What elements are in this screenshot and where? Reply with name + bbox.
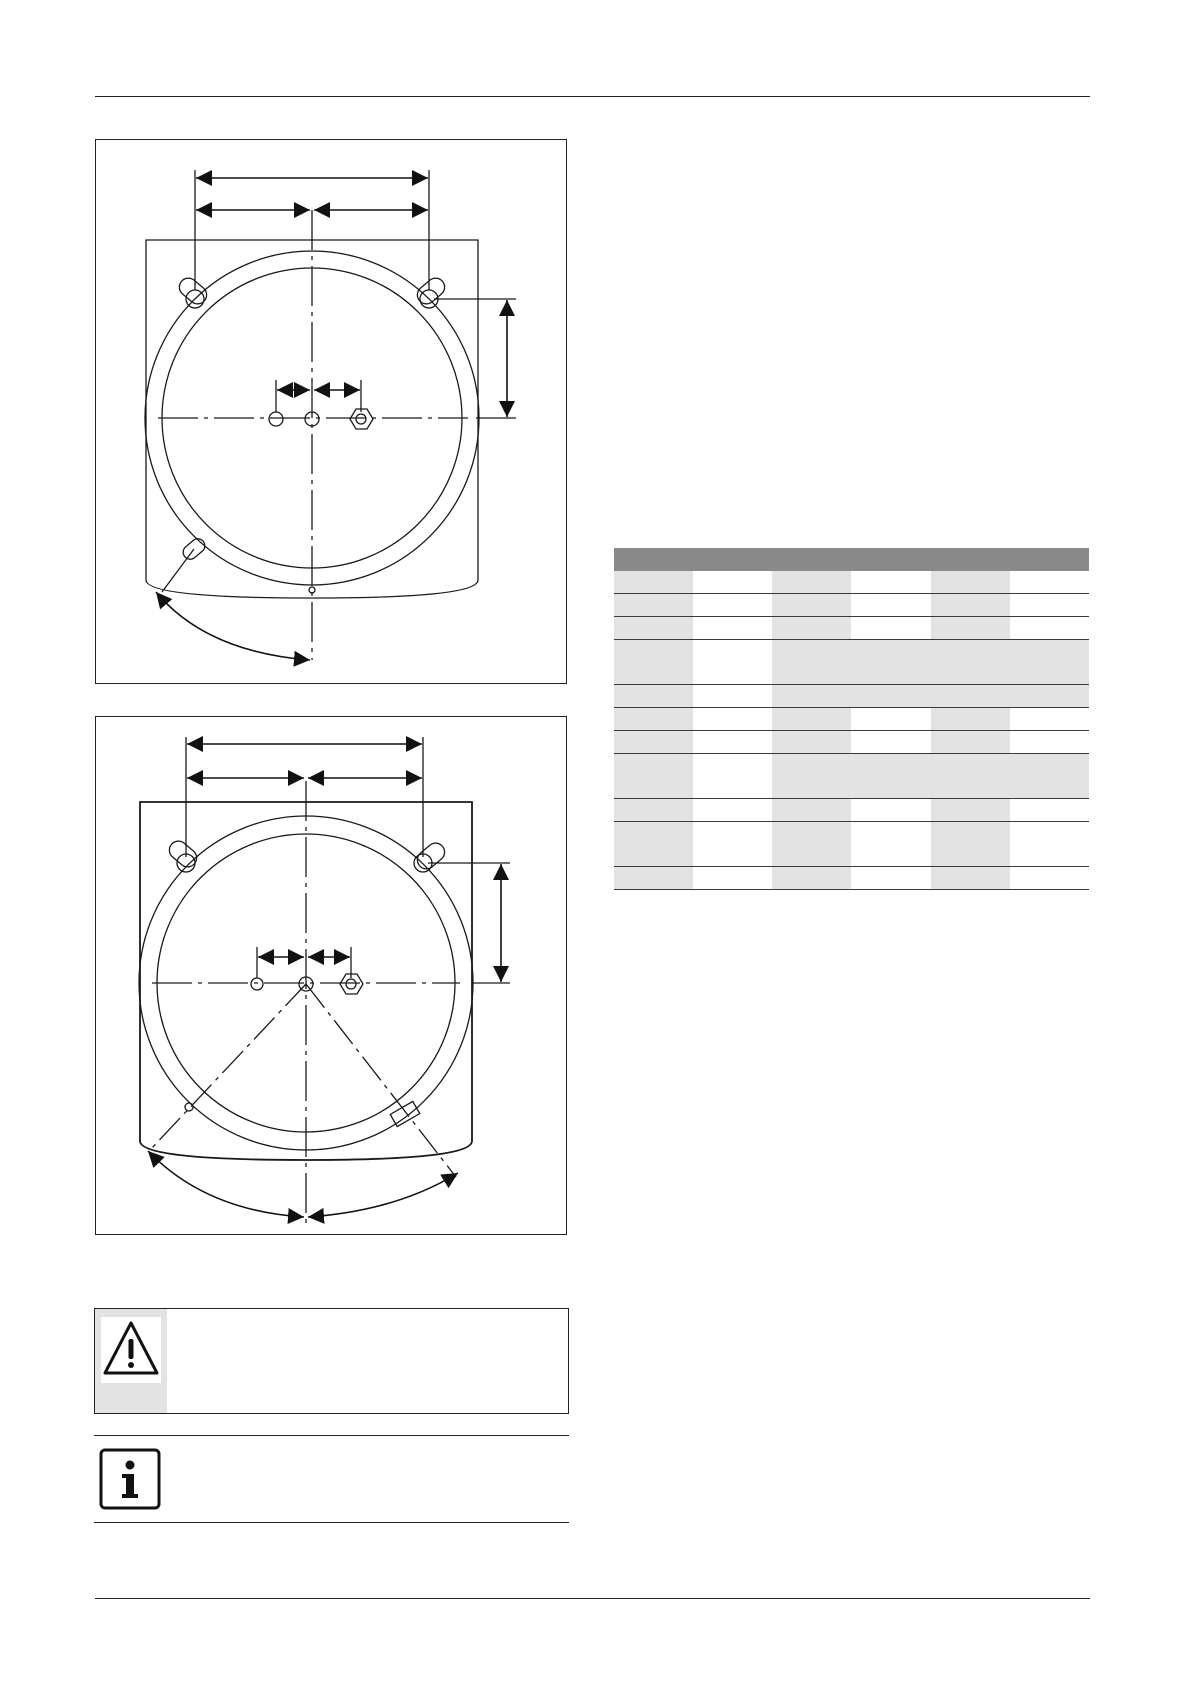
table-cell <box>693 594 772 617</box>
table-cell <box>614 617 693 640</box>
table-cell <box>851 617 930 640</box>
warning-icon-panel <box>95 1309 167 1413</box>
table-row <box>614 799 1089 822</box>
table-cell <box>851 867 930 890</box>
table-cell <box>851 822 930 867</box>
table-cell <box>851 799 930 822</box>
table-cell <box>931 867 1010 890</box>
table-row <box>614 708 1089 731</box>
table-cell <box>614 799 693 822</box>
table-row <box>614 822 1089 867</box>
table-cell <box>614 867 693 890</box>
warning-text <box>167 1309 568 1413</box>
table-cell <box>1010 731 1089 754</box>
warning-triangle-icon <box>101 1317 161 1383</box>
table-cell <box>614 754 693 799</box>
table-cell <box>614 571 693 594</box>
table-cell <box>1010 571 1089 594</box>
table-cell <box>693 685 772 708</box>
table-cell <box>851 731 930 754</box>
table-cell <box>772 571 851 594</box>
table-row <box>614 594 1089 617</box>
table-cell <box>772 822 851 867</box>
table-cell <box>693 822 772 867</box>
table-cell <box>851 708 930 731</box>
table-cell <box>1010 799 1089 822</box>
info-icon-panel <box>94 1436 166 1522</box>
table-cell <box>851 594 930 617</box>
table-cell <box>614 708 693 731</box>
mounting-diagram-bottom <box>96 717 565 1233</box>
table-cell <box>772 594 851 617</box>
table-cell <box>693 754 772 799</box>
table-cell <box>772 867 851 890</box>
table-cell <box>693 708 772 731</box>
info-text <box>166 1436 569 1522</box>
table-row <box>614 685 1089 708</box>
table-cell <box>931 617 1010 640</box>
table-cell <box>693 799 772 822</box>
table-header-cell <box>1010 548 1089 571</box>
table-cell <box>614 594 693 617</box>
info-notice <box>94 1435 569 1523</box>
table-cell <box>1010 617 1089 640</box>
spec-table-wrap <box>614 548 1089 890</box>
table-cell <box>693 617 772 640</box>
table-header-cell <box>772 548 851 571</box>
table-row <box>614 640 1089 685</box>
info-icon <box>99 1448 161 1510</box>
table-cell <box>1010 822 1089 867</box>
table-header-cell <box>614 548 693 571</box>
table-cell <box>931 594 1010 617</box>
table-cell <box>772 731 851 754</box>
table-header-cell <box>851 548 930 571</box>
table-cell <box>693 731 772 754</box>
table-cell <box>1010 708 1089 731</box>
table-cell <box>772 708 851 731</box>
table-row <box>614 571 1089 594</box>
footer-rule <box>95 1598 1090 1599</box>
spec-table <box>614 548 1089 890</box>
table-cell <box>693 640 772 685</box>
table-cell-merged <box>772 754 1089 799</box>
table-header-row <box>614 548 1089 571</box>
warning-notice <box>94 1308 569 1414</box>
table-cell <box>614 685 693 708</box>
table-cell <box>1010 867 1089 890</box>
table-cell <box>931 708 1010 731</box>
table-cell <box>931 822 1010 867</box>
table-cell-merged <box>772 685 1089 708</box>
table-cell <box>772 617 851 640</box>
table-cell <box>693 571 772 594</box>
table-cell <box>931 571 1010 594</box>
table-row <box>614 731 1089 754</box>
table-row <box>614 867 1089 890</box>
header-rule <box>95 96 1090 97</box>
table-cell <box>931 799 1010 822</box>
table-cell <box>931 731 1010 754</box>
table-cell <box>772 799 851 822</box>
table-cell <box>614 822 693 867</box>
figure-bottom <box>95 716 567 1235</box>
table-cell <box>851 571 930 594</box>
table-row <box>614 754 1089 799</box>
table-header-cell <box>931 548 1010 571</box>
table-cell-merged <box>772 640 1089 685</box>
table-cell <box>1010 594 1089 617</box>
table-cell <box>614 640 693 685</box>
table-cell <box>693 867 772 890</box>
table-row <box>614 617 1089 640</box>
figure-top <box>95 139 567 684</box>
table-cell <box>614 731 693 754</box>
mounting-diagram-top <box>96 140 565 682</box>
table-header-cell <box>693 548 772 571</box>
